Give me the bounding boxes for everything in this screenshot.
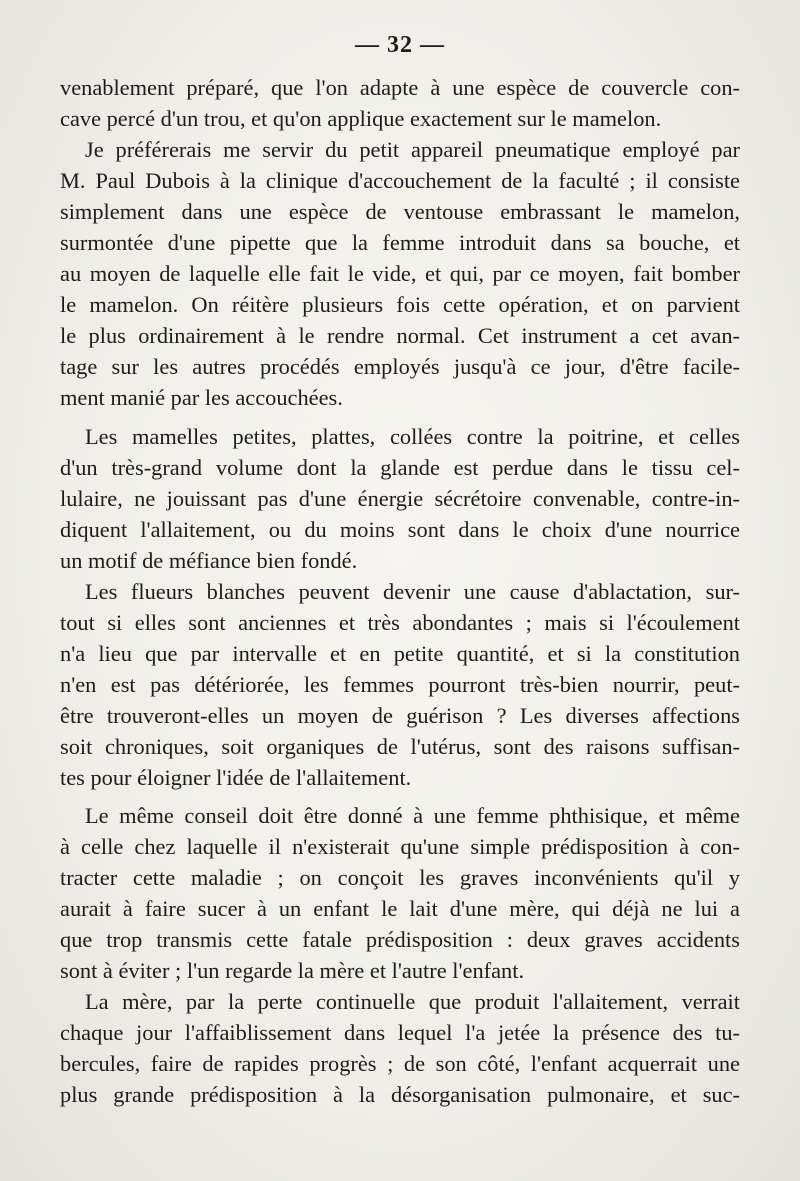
- text-line: au moyen de laquelle elle fait le vide, et qui, par ce moyen, fait bomber: [60, 261, 740, 286]
- text-line: tout si elles sont anciennes et très abondantes ; mais si l'écoulement: [60, 610, 740, 635]
- text-line: le mamelon. On réitère plusieurs fois cette opération, et on parvient: [60, 292, 740, 317]
- text-line: un motif de méfiance bien fondé.: [60, 548, 358, 573]
- text-line: Je préférerais me servir du petit appareil pneumatique employé par: [85, 137, 740, 162]
- text-line: que trop transmis cette fatale prédisposition : deux graves accidents: [60, 927, 740, 952]
- text-line: venablement préparé, que l'on adapte à une espèce de couvercle con-: [60, 75, 740, 100]
- text-line: Les flueurs blanches peuvent devenir une cause d'ablactation, sur-: [85, 579, 740, 604]
- text-line: le plus ordinairement à le rendre normal. Cet instrument a cet avan-: [60, 323, 740, 348]
- text-line: aurait à faire sucer à un enfant le lait d'une mère, qui déjà ne lui a: [60, 896, 740, 921]
- text-line: M. Paul Dubois à la clinique d'accouchement de la faculté ; il consiste: [60, 168, 740, 193]
- text-line: sont à éviter ; l'un regarde la mère et l'autre l'enfant.: [60, 958, 525, 983]
- text-line: cave percé d'un trou, et qu'on applique exactement sur le mamelon.: [60, 106, 662, 131]
- page-number: — 32 —: [355, 32, 445, 58]
- text-line: soit chroniques, soit organiques de l'utérus, sont des raisons suffisan-: [60, 734, 740, 759]
- text-line: ment manié par les accouchées.: [60, 385, 343, 410]
- text-line: à celle chez laquelle il n'existerait qu'une simple prédisposition à con-: [60, 834, 740, 859]
- text-line: surmontée d'une pipette que la femme introduit dans sa bouche, et: [60, 230, 740, 255]
- text-line: plus grande prédisposition à la désorganisation pulmonaire, et suc-: [60, 1082, 740, 1107]
- text-line: Les mamelles petites, plattes, collées contre la poitrine, et celles: [85, 424, 740, 449]
- text-line: tes pour éloigner l'idée de l'allaitement.: [60, 765, 412, 790]
- text-line: bercules, faire de rapides progrès ; de son côté, l'enfant acquerrait une: [60, 1051, 740, 1076]
- text-line: chaque jour l'affaiblissement dans lequel l'a jetée la présence des tu-: [60, 1020, 740, 1045]
- text-line: lulaire, ne jouissant pas d'une énergie sécrétoire convenable, contre-in-: [60, 486, 740, 511]
- text-line: Le même conseil doit être donné à une femme phthisique, et même: [85, 803, 740, 828]
- text-line: simplement dans une espèce de ventouse embrassant le mamelon,: [60, 199, 740, 224]
- text-line: diquent l'allaitement, ou du moins sont dans le choix d'une nourrice: [60, 517, 740, 542]
- text-line: d'un très-grand volume dont la glande est perdue dans le tissu cel-: [60, 455, 740, 480]
- text-line: n'en est pas détériorée, les femmes pourront très-bien nourrir, peut-: [60, 672, 740, 697]
- text-line: La mère, par la perte continuelle que produit l'allaitement, verrait: [85, 989, 740, 1014]
- text-line: n'a lieu que par intervalle et en petite quantité, et si la constitution: [60, 641, 740, 666]
- text-line: être trouveront-elles un moyen de guérison ? Les diverses affections: [60, 703, 740, 728]
- text-line: tage sur les autres procédés employés jusqu'à ce jour, d'être facile-: [60, 354, 740, 379]
- text-line: tracter cette maladie ; on conçoit les graves inconvénients qu'il y: [60, 865, 740, 890]
